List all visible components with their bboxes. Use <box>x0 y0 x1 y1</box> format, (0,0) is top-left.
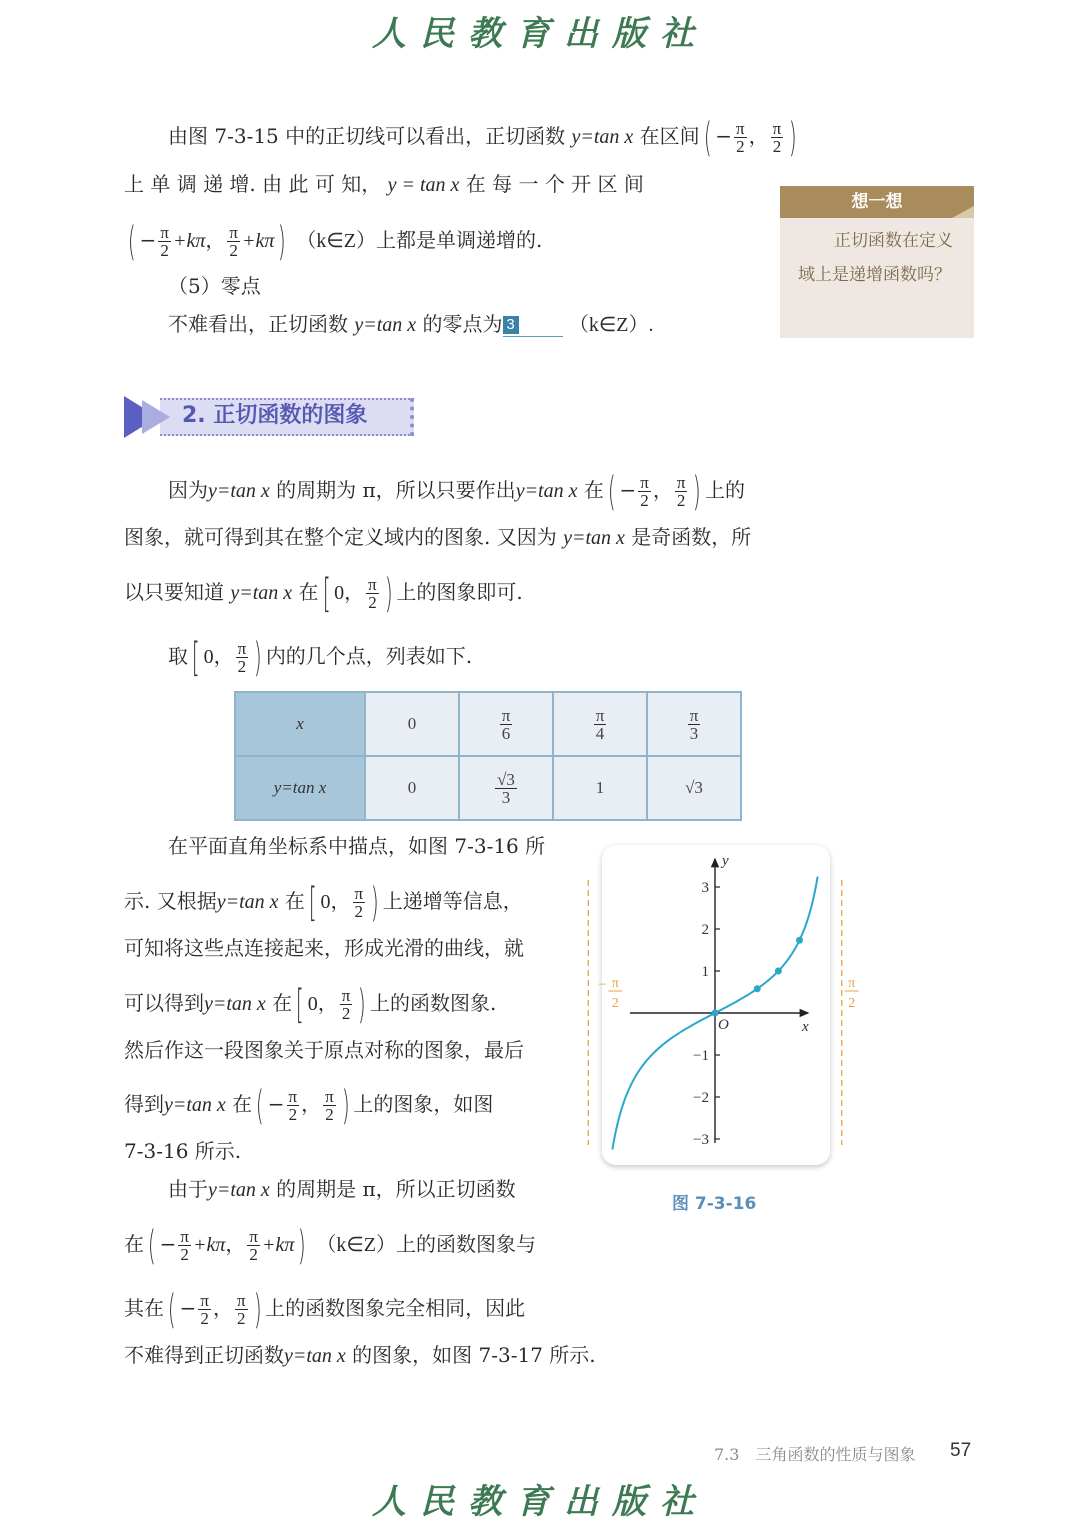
asymptote-left-sign: − <box>598 977 607 993</box>
math-func: y=tan x <box>354 314 417 336</box>
section-title: 2. 正切函数的图象 <box>182 403 368 428</box>
think-box <box>780 186 974 338</box>
paragraph2-line1: 因为y=tan x 的周期为 π，所以只要作出y=tan x 在( − $\frac{\pi}{2}$ ， $\frac{\pi}{2}$ ) 上的 <box>168 468 746 515</box>
x-axis-label: x <box>802 1019 809 1035</box>
fraction: $\frac{\pi}{2}$ <box>325 1087 334 1124</box>
row-header-y: y=tan x <box>235 756 365 820</box>
fraction: $\frac{\pi}{2}$ <box>237 639 247 676</box>
math-func: y=tan x <box>571 126 634 148</box>
fraction: $\frac{\pi}{2}$ <box>160 223 169 260</box>
footer-section: 7.3 三角函数的性质与图象 <box>714 1445 916 1464</box>
paragraph4-line2: 示. 又根据y=tan x 在[ 0， $\frac{\pi}{2}$ ) 上递增等信息， <box>124 879 523 926</box>
text: 的零点为 <box>422 312 503 336</box>
paragraph5-line3: 其在( − $\frac{\pi}{2}$ ， $\frac{\pi}{2}$ ) 上的函数图象完全相同，因此 <box>124 1286 526 1333</box>
think-box-body: 正切函数在定义域上是递增函数吗？ <box>798 231 953 285</box>
fraction: $\frac{\pi}{2}$ <box>236 1291 246 1328</box>
text: 上都是单调递增的. <box>375 228 543 252</box>
y-axis-label: y <box>722 853 729 869</box>
fraction: $\frac{\pi}{2}$ <box>229 223 238 260</box>
fraction: $\frac{\pi}{2}$ <box>676 473 686 510</box>
figure-caption: 图 7-3-16 <box>672 1194 757 1214</box>
publisher-logo-top: 人民教育出版社 <box>372 14 708 54</box>
fraction: $\frac{\pi}{2}$ <box>772 119 782 156</box>
paragraph1-line3: ( − $\frac{\pi}{2}$ +kπ， $\frac{\pi}{2}$ +kπ) （k∈Z）上都是单调递增的. <box>127 218 543 265</box>
y-tick-label: −3 <box>693 1132 709 1148</box>
think-box-title: 想一想 <box>780 186 974 218</box>
y-tick-label: 3 <box>701 880 709 896</box>
tan-graph <box>598 845 856 1165</box>
text: 上 单 调 递 增. 由 此 可 知， <box>124 172 382 196</box>
text: 不难看出，正切函数 <box>168 312 348 336</box>
row-header-x: x <box>235 692 365 756</box>
fraction: $\frac{\pi}{2}$ <box>249 1227 258 1264</box>
table-row <box>235 692 741 756</box>
y-tick-label: −1 <box>693 1048 709 1064</box>
fraction: $\frac{\pi}{2}$ <box>341 986 351 1023</box>
zero-point-heading: （5）零点 <box>168 274 261 298</box>
y-tick-label: 1 <box>701 964 709 980</box>
fraction: $\frac{\pi}{2}$ <box>736 119 745 156</box>
data-point <box>775 968 782 975</box>
text: 在区间 <box>639 124 700 148</box>
table-cell: $\frac{√3}{3}$ <box>459 756 553 820</box>
asymptote-right-den: 2 <box>848 996 856 1011</box>
paragraph5-line2: 在( − $\frac{\pi}{2}$ +kπ， $\frac{\pi}{2}$ +kπ) （k∈Z）上的函数图象与 <box>124 1222 536 1269</box>
paragraph2-line3: 以只要知道 y=tan x 在[ 0， $\frac{\pi}{2}$ ) 上的图象即可. <box>124 570 523 617</box>
page-number: 57 <box>950 1440 972 1461</box>
fraction: $\frac{\pi}{2}$ <box>354 884 364 921</box>
data-point <box>754 985 761 992</box>
paragraph4-line6: 得到y=tan x 在( − $\frac{\pi}{2}$ ， $\frac{\pi}{2}$ ) 上的图象，如图 <box>124 1082 494 1129</box>
y-tick-label: −2 <box>693 1090 709 1106</box>
paragraph4-line3: 可知将这些点连接起来，形成光滑的曲线，就 <box>124 936 524 960</box>
paragraph4-line5: 然后作这一段图象关于原点对称的图象，最后 <box>124 1038 524 1062</box>
figure-7-3-16 <box>598 845 856 1165</box>
paragraph1-line1: 由图 7-3-15 中的正切线可以看出，正切函数 y=tan x 在区间( − $\frac{\pi}{2}$ ， $\frac{\pi}{2}$ ) <box>168 114 797 161</box>
fraction: $\frac{\pi}{2}$ <box>368 575 377 612</box>
data-point <box>796 937 803 944</box>
table-row <box>235 756 741 820</box>
table-cell: $\frac{\pi}{6}$ <box>459 692 553 756</box>
fraction: $\frac{\pi}{2}$ <box>288 1087 298 1124</box>
values-table <box>234 691 742 821</box>
paragraph4-line7: 7-3-16 所示. <box>124 1139 242 1163</box>
text: 由图 7-3-15 中的正切线可以看出，正切函数 <box>168 124 566 148</box>
asymptote-left-den: 2 <box>611 996 619 1011</box>
paragraph4-line4: 可以得到y=tan x 在[ 0， $\frac{\pi}{2}$ ) 上的函数图象. <box>124 981 497 1028</box>
banner-arrow-icon-inner <box>142 400 170 434</box>
origin-label: O <box>718 1017 729 1033</box>
asymptote-right-num: π <box>848 976 856 991</box>
zero-point-line <box>168 312 654 337</box>
text: 在 每 一 个 开 区 间 <box>465 172 644 196</box>
fraction: $\frac{\pi}{2}$ <box>640 473 649 510</box>
data-point <box>712 1010 719 1017</box>
paragraph3: 取[ 0， $\frac{\pi}{2}$ ) 内的几个点，列表如下. <box>168 634 473 681</box>
table-cell: $\frac{\pi}{3}$ <box>647 692 741 756</box>
y-tick-label: 2 <box>701 922 709 938</box>
table-cell: 0 <box>365 692 459 756</box>
paragraph5-line4: 不难得到正切函数y=tan x 的图象，如图 7-3-17 所示. <box>124 1343 596 1367</box>
table-cell: $\frac{\pi}{4}$ <box>553 692 647 756</box>
paragraph2-line2: 图象，就可得到其在整个定义域内的图象. 又因为 y=tan x 是奇函数，所 <box>124 525 752 549</box>
blank-number: 3 <box>503 316 519 334</box>
fraction: $\frac{\pi}{2}$ <box>200 1291 209 1328</box>
publisher-logo-bottom: 人民教育出版社 <box>372 1482 708 1522</box>
section-banner <box>124 396 414 438</box>
paragraph4-line1: 在平面直角坐标系中描点，如图 7-3-16 所 <box>168 834 546 858</box>
asymptote-left-num: π <box>611 976 619 991</box>
answer-blank[interactable] <box>503 314 563 337</box>
fraction: $\frac{\pi}{2}$ <box>180 1227 189 1264</box>
table-cell: 1 <box>553 756 647 820</box>
paragraph5-line1: 由于y=tan x 的周期是 π，所以正切函数 <box>168 1177 516 1201</box>
paragraph1-line2 <box>124 172 644 197</box>
k-in-z: （k∈Z） <box>296 230 376 252</box>
minus: − <box>715 124 733 148</box>
table-cell: 0 <box>365 756 459 820</box>
math-func: y = tan x <box>387 174 460 196</box>
k-in-z: （k∈Z）. <box>568 314 654 336</box>
table-cell: √3 <box>647 756 741 820</box>
